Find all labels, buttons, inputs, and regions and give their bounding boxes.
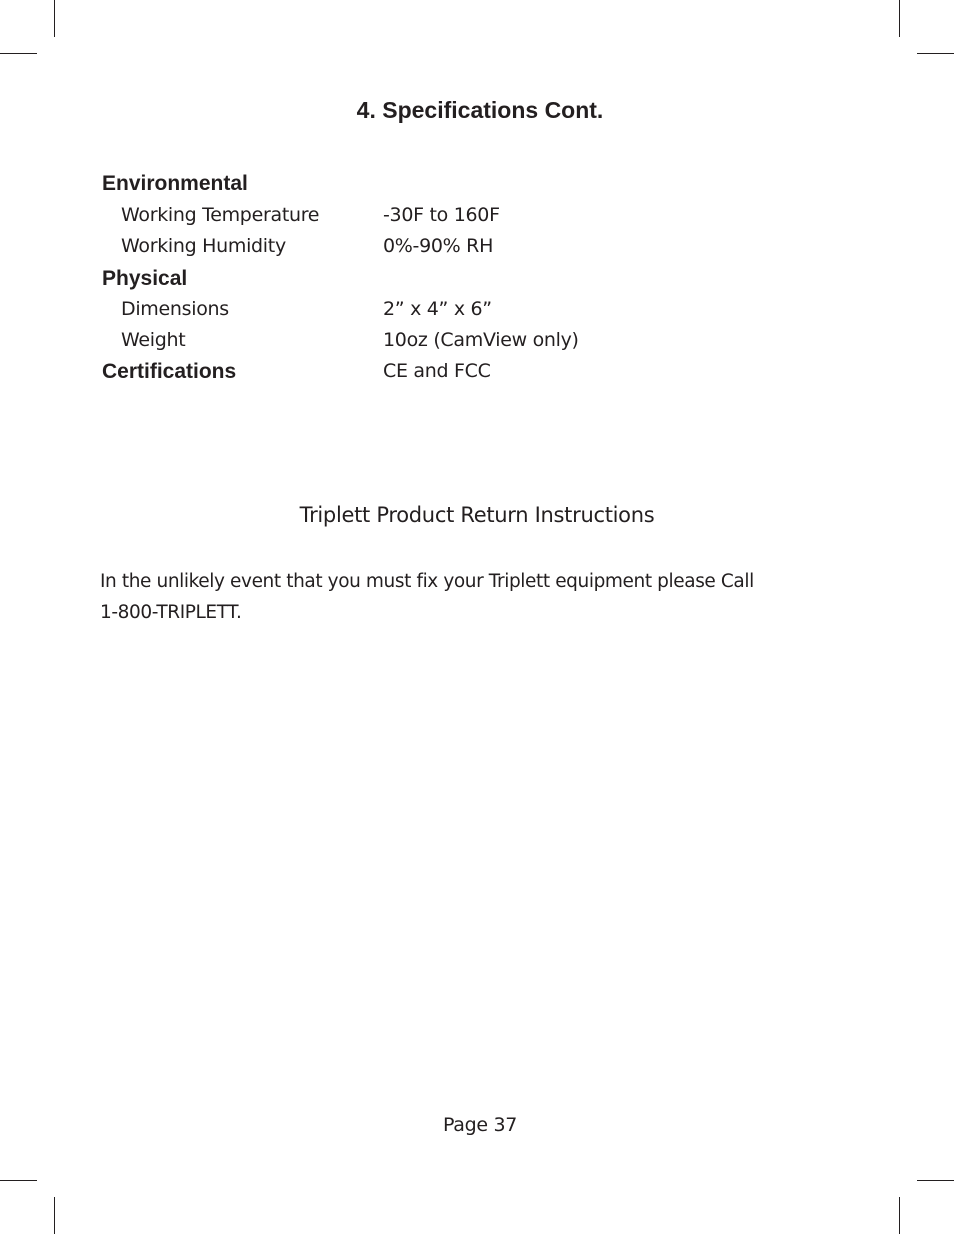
spec-label: Working Temperature xyxy=(121,204,320,226)
page-number: Page 37 xyxy=(442,1114,518,1136)
spec-value: 2” x 4” x 6” xyxy=(383,298,492,320)
crop-mark xyxy=(917,53,954,54)
spec-row-working-humidity xyxy=(0,231,954,262)
spec-row-working-temperature xyxy=(0,200,954,231)
crop-mark xyxy=(0,53,37,54)
spec-value: 10oz (CamView only) xyxy=(383,329,579,351)
spec-label: Dimensions xyxy=(121,298,229,320)
page-title: 4. Specifications Cont. xyxy=(356,97,604,123)
section-heading: Environmental xyxy=(102,172,248,195)
crop-mark xyxy=(54,0,55,37)
body-line: In the unlikely event that you must fix your Triplett equipment please Call xyxy=(100,571,754,592)
crop-mark xyxy=(899,0,900,37)
crop-mark xyxy=(0,1180,37,1181)
spec-value: CE and FCC xyxy=(383,360,491,382)
crop-mark xyxy=(54,1197,55,1234)
spec-row-weight xyxy=(0,325,954,356)
phone-number: 1-800-TRIPLETT. xyxy=(100,602,242,623)
spec-value: -30F to 160F xyxy=(383,204,500,226)
crop-mark xyxy=(899,1197,900,1234)
section-heading: Physical xyxy=(102,267,188,290)
crop-mark xyxy=(917,1180,954,1181)
spec-section-certifications xyxy=(0,356,954,387)
section-heading: Certifications xyxy=(102,360,237,383)
spec-row-dimensions xyxy=(0,294,954,325)
return-instructions-body xyxy=(100,566,840,628)
spec-section-physical xyxy=(0,263,954,294)
spec-label: Weight xyxy=(121,329,186,351)
spec-value: 0%-90% RH xyxy=(383,235,494,257)
spec-section-environmental xyxy=(0,168,954,199)
spec-label: Working Humidity xyxy=(121,235,286,257)
return-instructions-heading: Triplett Product Return Instructions xyxy=(299,503,655,527)
